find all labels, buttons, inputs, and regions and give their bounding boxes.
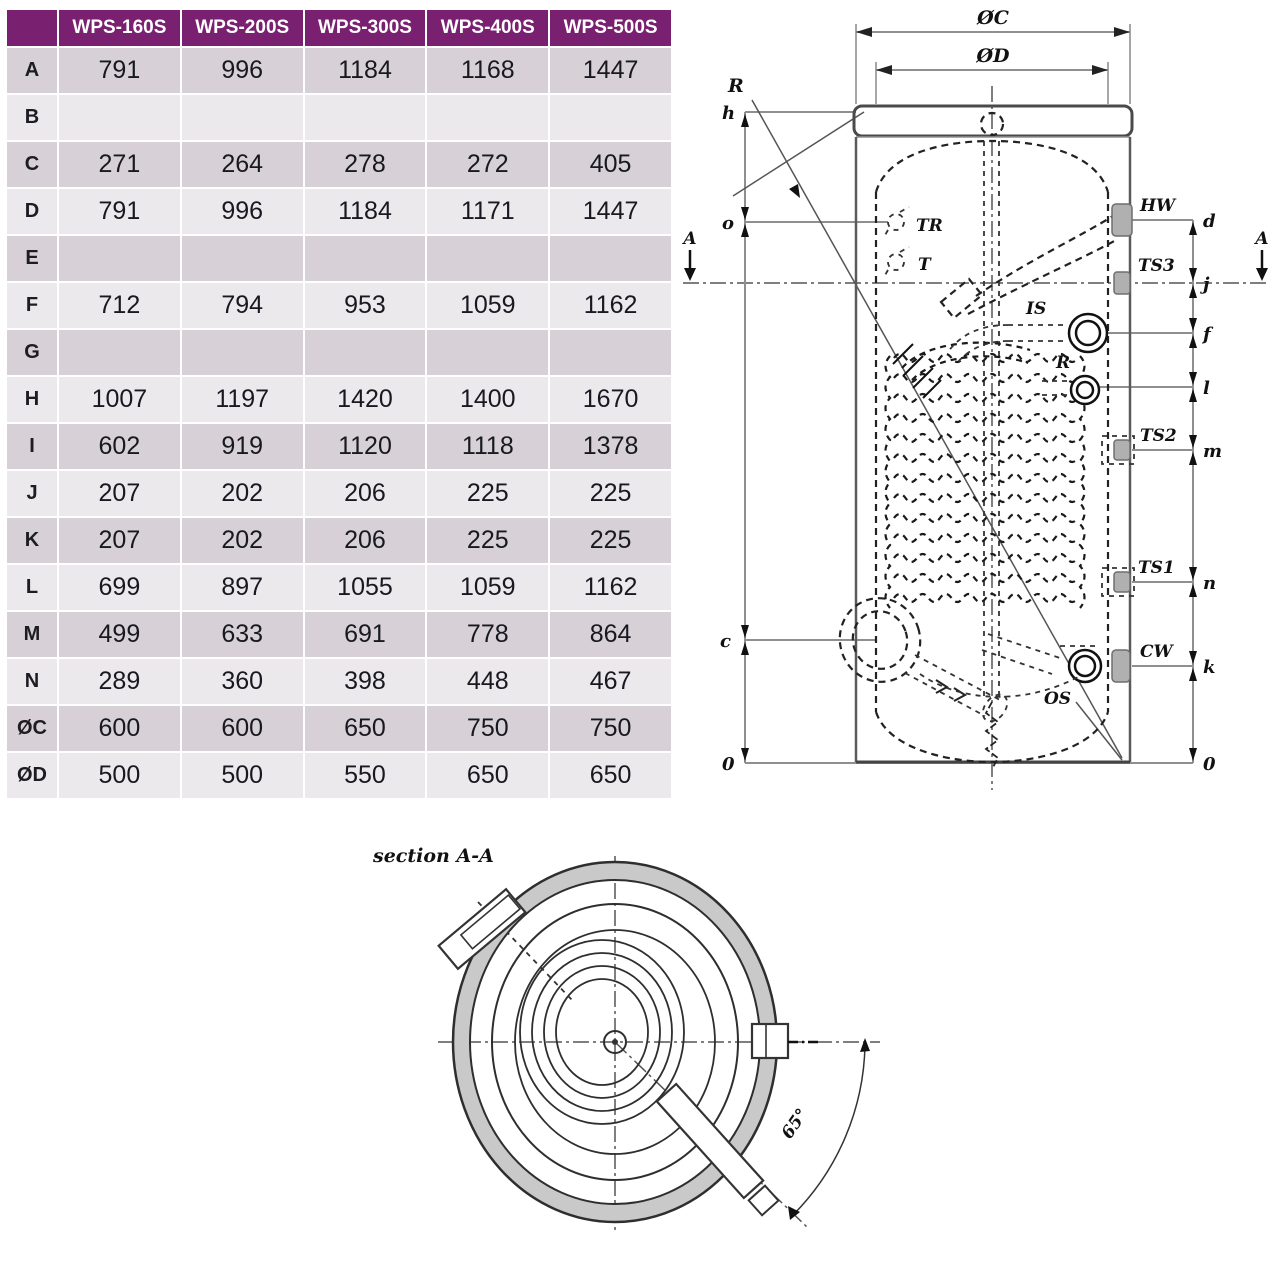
table-cell: 500	[182, 753, 303, 798]
header-corner-cell	[7, 10, 57, 46]
table-row	[7, 189, 671, 234]
table-cell: 1162	[550, 565, 671, 610]
dim-label-n: n	[1203, 573, 1217, 594]
table-cell: 699	[59, 565, 180, 610]
table-cell: 289	[59, 659, 180, 704]
table-row	[7, 236, 671, 281]
manhole-flange	[829, 588, 1080, 726]
right-nozzle	[752, 1024, 822, 1058]
table-row	[7, 659, 671, 704]
row-label: ØD	[7, 753, 57, 798]
dim-label-k: k	[1203, 657, 1216, 678]
os-leader-line	[1076, 702, 1122, 760]
table-cell: 405	[550, 142, 671, 187]
table-cell	[59, 330, 180, 375]
table-cell: 448	[427, 659, 548, 704]
table-cell: 1007	[59, 377, 180, 422]
label-t: T	[918, 255, 931, 275]
label-hw: HW	[1140, 196, 1176, 216]
table-row	[7, 424, 671, 469]
row-label: H	[7, 377, 57, 422]
table-cell: 1059	[427, 283, 548, 328]
table-cell: 278	[305, 142, 426, 187]
dim-label-inner-diameter: ØD	[976, 45, 1010, 67]
table-cell: 633	[182, 612, 303, 657]
angle-arc	[793, 1045, 865, 1215]
table-cell: 500	[59, 753, 180, 798]
ts2-fitting	[1114, 440, 1130, 460]
row-label: K	[7, 518, 57, 563]
row-label: J	[7, 471, 57, 516]
label-r-leader: R	[728, 75, 744, 97]
table-cell: 272	[427, 142, 548, 187]
section-title: section A-A	[373, 845, 494, 867]
spec-table-header	[7, 10, 671, 46]
table-cell: 600	[59, 706, 180, 751]
r-leader-line	[752, 100, 1122, 758]
coil-rings	[520, 940, 684, 1124]
dim-label-zero-right: 0	[1203, 754, 1216, 775]
table-cell: 1059	[427, 565, 548, 610]
dim-label-zero-left: 0	[722, 754, 735, 775]
table-cell: 271	[59, 142, 180, 187]
table-cell: 225	[427, 471, 548, 516]
spec-table	[5, 8, 673, 800]
section-arrow-left	[681, 229, 696, 281]
table-cell: 650	[305, 706, 426, 751]
table-row	[7, 48, 671, 93]
label-ts3: TS3	[1138, 256, 1175, 276]
column-header: WPS-500S	[550, 10, 671, 46]
dim-label-j: j	[1203, 274, 1210, 295]
table-row	[7, 753, 671, 798]
table-cell: 360	[182, 659, 303, 704]
table-cell: 1670	[550, 377, 671, 422]
table-cell: 225	[427, 518, 548, 563]
row-label: L	[7, 565, 57, 610]
table-row	[7, 612, 671, 657]
svg-text:A: A	[1255, 229, 1269, 249]
row-label: I	[7, 424, 57, 469]
table-cell: 996	[182, 48, 303, 93]
label-cw: CW	[1140, 642, 1173, 662]
dim-label-l: l	[1203, 378, 1210, 399]
table-cell: 207	[59, 471, 180, 516]
svg-text:A: A	[683, 229, 697, 249]
table-cell: 602	[59, 424, 180, 469]
table-cell	[427, 95, 548, 140]
hw-pipe-stub	[941, 279, 982, 318]
table-row	[7, 330, 671, 375]
table-cell: 650	[550, 753, 671, 798]
table-cell: 953	[305, 283, 426, 328]
table-cell: 467	[550, 659, 671, 704]
table-cell	[59, 95, 180, 140]
table-cell: 1184	[305, 189, 426, 234]
table-cell	[550, 95, 671, 140]
table-cell	[427, 330, 548, 375]
table-cell	[59, 236, 180, 281]
spec-table-wrap	[5, 8, 673, 800]
cw-fitting	[1112, 650, 1130, 682]
table-cell	[182, 236, 303, 281]
table-cell: 778	[427, 612, 548, 657]
table-cell: 750	[427, 706, 548, 751]
table-cell: 225	[550, 471, 671, 516]
table-cell: 791	[59, 48, 180, 93]
table-cell: 1162	[550, 283, 671, 328]
table-cell: 398	[305, 659, 426, 704]
table-cell	[182, 95, 303, 140]
label-r-port: R	[1056, 353, 1071, 373]
table-row	[7, 471, 671, 516]
dim-label-f: f	[1203, 324, 1211, 345]
dim-label-m: m	[1203, 441, 1223, 462]
table-cell: 499	[59, 612, 180, 657]
table-cell: 794	[182, 283, 303, 328]
table-cell: 1400	[427, 377, 548, 422]
table-row	[7, 142, 671, 187]
table-cell: 1184	[305, 48, 426, 93]
table-cell: 1168	[427, 48, 548, 93]
angle-label: 65°	[777, 1105, 813, 1143]
column-header: WPS-300S	[305, 10, 426, 46]
label-ts1: TS1	[1138, 558, 1175, 578]
coil-hatch	[893, 344, 941, 398]
dim-label-o: o	[722, 213, 735, 234]
table-cell: 1171	[427, 189, 548, 234]
row-label: E	[7, 236, 57, 281]
table-cell	[550, 330, 671, 375]
section-diagram	[300, 820, 920, 1276]
row-label: F	[7, 283, 57, 328]
table-cell: 1378	[550, 424, 671, 469]
table-cell: 996	[182, 189, 303, 234]
table-cell: 1420	[305, 377, 426, 422]
table-cell: 1120	[305, 424, 426, 469]
spec-table-body	[7, 48, 671, 798]
table-cell: 206	[305, 471, 426, 516]
t-sensor-icon	[888, 254, 904, 270]
row-label: ØC	[7, 706, 57, 751]
row-label: C	[7, 142, 57, 187]
table-row	[7, 706, 671, 751]
table-cell: 791	[59, 189, 180, 234]
row-label: G	[7, 330, 57, 375]
table-cell: 919	[182, 424, 303, 469]
label-ts2: TS2	[1140, 426, 1177, 446]
tank-lid	[854, 106, 1132, 136]
table-cell	[305, 236, 426, 281]
label-tr: TR	[916, 216, 943, 236]
table-cell: 206	[305, 518, 426, 563]
table-row	[7, 565, 671, 610]
table-cell	[427, 236, 548, 281]
table-cell: 264	[182, 142, 303, 187]
table-cell: 1055	[305, 565, 426, 610]
table-cell: 202	[182, 471, 303, 516]
table-cell: 691	[305, 612, 426, 657]
table-row	[7, 518, 671, 563]
table-cell	[305, 330, 426, 375]
label-os: OS	[1044, 689, 1072, 709]
column-header: WPS-160S	[59, 10, 180, 46]
table-cell: 550	[305, 753, 426, 798]
dim-label-h: h	[722, 103, 736, 124]
table-cell: 207	[59, 518, 180, 563]
tank-diagram	[678, 0, 1276, 812]
table-cell: 202	[182, 518, 303, 563]
row-label: N	[7, 659, 57, 704]
table-row	[7, 95, 671, 140]
row-label: D	[7, 189, 57, 234]
table-row	[7, 377, 671, 422]
table-cell: 600	[182, 706, 303, 751]
table-row	[7, 283, 671, 328]
column-header: WPS-400S	[427, 10, 548, 46]
table-cell: 897	[182, 565, 303, 610]
row-label: B	[7, 95, 57, 140]
dim-label-d: d	[1203, 211, 1216, 232]
table-cell: 1118	[427, 424, 548, 469]
dim-label-outer-diameter: ØC	[977, 7, 1009, 29]
table-cell: 1197	[182, 377, 303, 422]
table-cell: 712	[59, 283, 180, 328]
section-arrow-right	[1253, 229, 1268, 281]
table-cell: 225	[550, 518, 671, 563]
table-cell: 1447	[550, 48, 671, 93]
label-is: IS	[1026, 299, 1047, 319]
table-cell	[182, 330, 303, 375]
tr-sensor-icon	[888, 214, 904, 230]
table-cell: 650	[427, 753, 548, 798]
table-cell: 1447	[550, 189, 671, 234]
ts3-fitting	[1114, 272, 1130, 294]
table-cell	[305, 95, 426, 140]
row-label: M	[7, 612, 57, 657]
dim-label-c: c	[720, 631, 731, 652]
table-cell	[550, 236, 671, 281]
hw-fitting	[1112, 204, 1132, 236]
coil-heat-exchanger	[886, 354, 1085, 608]
column-header: WPS-200S	[182, 10, 303, 46]
table-cell: 864	[550, 612, 671, 657]
table-cell: 750	[550, 706, 671, 751]
ts1-fitting	[1114, 572, 1130, 592]
row-label: A	[7, 48, 57, 93]
